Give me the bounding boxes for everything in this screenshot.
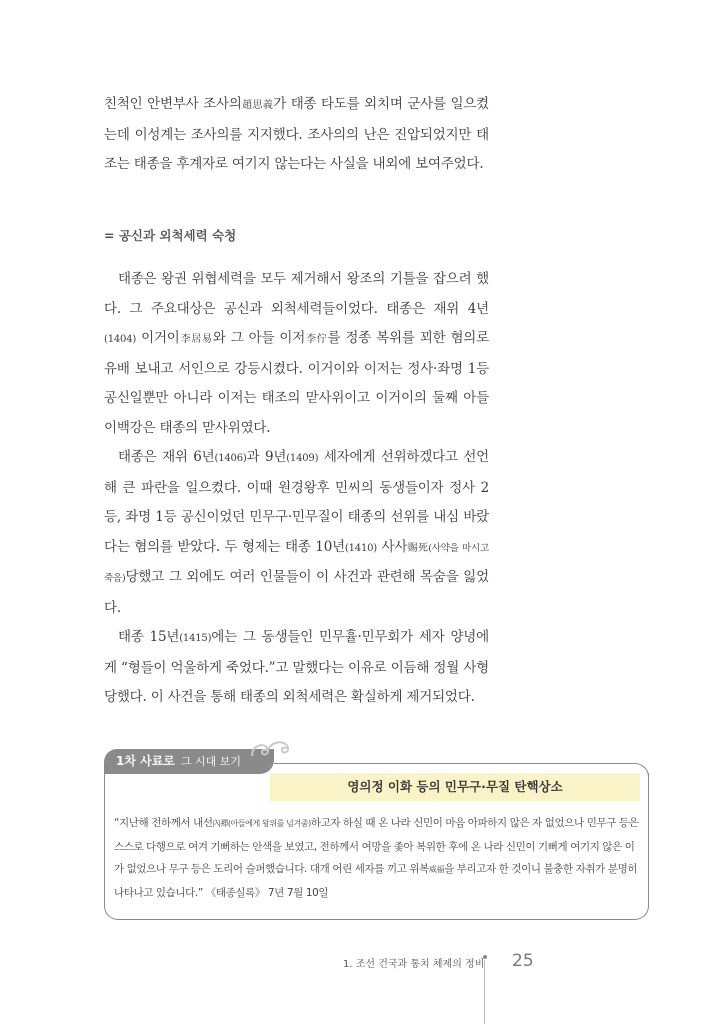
source-quote: “지난해 전하께서 내선內禪(아들에게 왕위를 넘겨줌)하고자 하실 때 온 나라 신민이 마음 아파하지 않은 자 없었으나 민무구 등은 스스로 다행으로 여겨 기뻐하는 안색을 보였고, 전하께서 여망을 좇아 복위한 후에 온 나라 신민이 기뻐게 여기지 않은 이가 없었으나 무구 등은 도리어 슬퍼했습니다. 대개 어린 세자를 끼고 위복威福을 부리고자 한 것이니 불충한 자취가 분명히 나타나고 있습니다.” 《태종실록》 7년 7월 10일	[114, 817, 639, 899]
body-paragraph-4: 태종 15년(1415)에는 그 동생들인 민무휼·민무회가 세자 양녕에게 “형들이 억울하게 죽었다.”고 말했다는 이유로 이듬해 정월 사형당했다. 이 사건을 통해 태종의 외척세력은 확실하게 제거되었다.	[104, 629, 489, 705]
cloud-swirl-icon	[246, 734, 294, 762]
section-heading: = 공신과 외척세력 숙청	[104, 228, 237, 243]
body-paragraph-1: 친척인 안변부사 조사의趙思義가 태종 타도를 외치며 군사를 일으켰는데 이성계는 조사의를 지지했다. 조사의의 난은 진압되었지만 태조는 태종을 후계자로 여기지 않는다는 사실을 내외에 보여주었다.	[104, 96, 489, 172]
chapter-footer: 1. 조선 건국과 통치 체제의 정비	[343, 959, 485, 970]
body-paragraph-3: 태종은 재위 6년(1406)과 9년(1409) 세자에게 선위하겠다고 선언해 큰 파란을 일으켰다. 이때 원경왕후 민씨의 동생들이자 정사 2등, 좌명 1등 공신이었던 민무구·민무질이 태종의 선위를 내심 바랐다는 혐의를 받았다. 두 형제는 태종 10년(1410) 사사賜死(사약을 마시고 죽음)당했고 그 외에도 여러 인물들이 이 사건과 관련해 목숨을 잃었다.	[104, 449, 489, 616]
body-paragraph-2: 태종은 왕권 위협세력을 모두 제거해서 왕조의 기틀을 잡으려 했다. 그 주요대상은 공신과 외척세력들이었다. 태종은 재위 4년(1404) 이거이李居易와 그 아들 이저李佇를 정종 복위를 꾀한 혐의로 유배 보내고 서인으로 강등시켰다. 이거이와 이저는 정사·좌명 1등공신일뿐만 아니라 이저는 태조의 맏사위이고 이거이의 둘째 아들 이백강은 태종의 맏사위였다.	[104, 271, 489, 436]
source-tab-subtitle: 그 시대 보기	[180, 755, 242, 768]
page-number: 25	[512, 951, 534, 971]
source-title: 영의정 이화 등의 민무구·무질 탄핵상소	[270, 773, 640, 801]
body-paragraphs	[104, 265, 489, 713]
source-tab	[104, 749, 258, 774]
source-tab-title: 1차 사료로	[116, 754, 175, 768]
footer-dot	[483, 955, 487, 959]
hanja-annotation: 趙思義	[241, 100, 274, 111]
footer-rule	[484, 960, 485, 1024]
